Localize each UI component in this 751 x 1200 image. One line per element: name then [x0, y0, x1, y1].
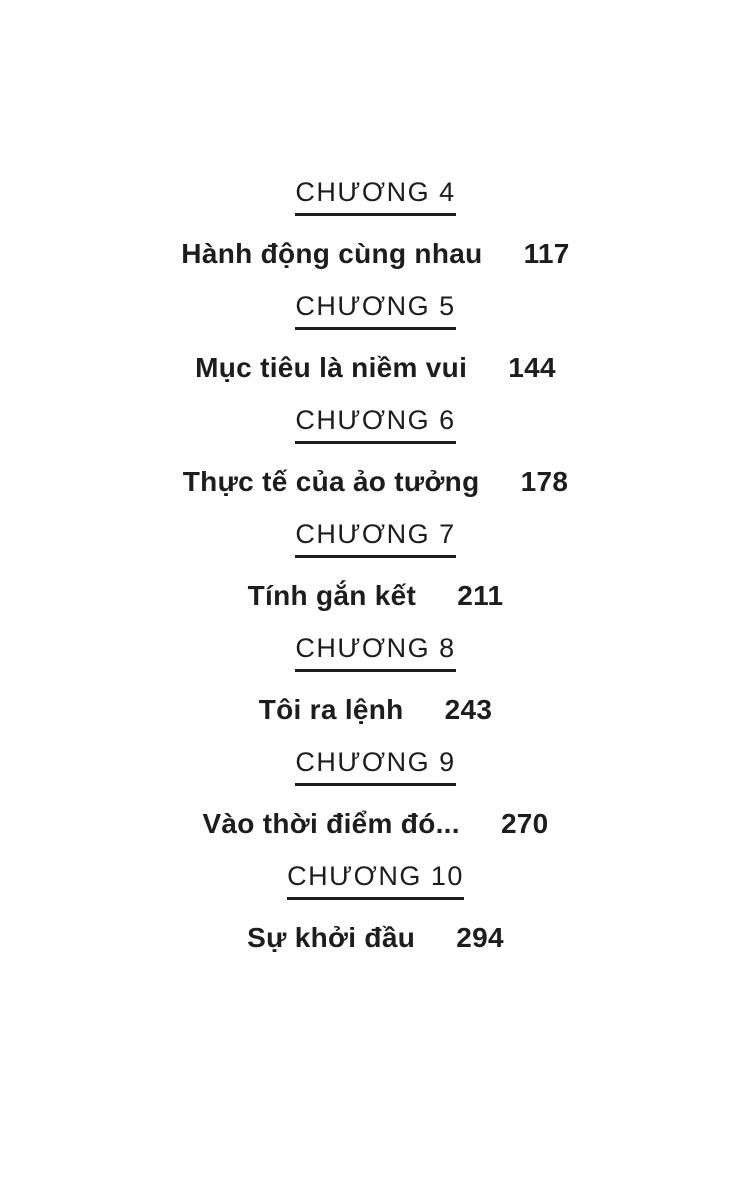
chapter-page-number: 144 [508, 352, 556, 383]
chapter-heading: CHƯƠNG 10 [287, 861, 464, 900]
toc-entry [195, 291, 556, 385]
chapter-title: Vào thời điểm đó... [202, 808, 460, 839]
chapter-page-number: 243 [444, 694, 493, 725]
toc-entry [181, 177, 569, 271]
chapter-page-number: 294 [456, 922, 504, 953]
chapter-line [202, 807, 548, 841]
chapter-page-number: 117 [523, 238, 570, 269]
toc-entry [248, 519, 504, 613]
chapter-heading: CHƯƠNG 5 [295, 291, 455, 330]
chapter-heading: CHƯƠNG 7 [295, 519, 455, 558]
chapter-line [181, 237, 569, 271]
chapter-line [195, 351, 556, 385]
chapter-heading: CHƯƠNG 9 [295, 747, 455, 786]
chapter-page-number: 211 [457, 580, 504, 611]
toc-entry [247, 861, 504, 955]
chapter-heading: CHƯƠNG 4 [295, 177, 455, 216]
chapter-title: Tôi ra lệnh [258, 694, 404, 725]
toc-entry [183, 405, 568, 499]
chapter-title: Thực tế của ảo tưởng [182, 466, 480, 497]
toc-entry [259, 633, 493, 727]
chapter-heading: CHƯƠNG 8 [295, 633, 455, 672]
chapter-line [247, 921, 504, 955]
chapter-page-number: 178 [520, 466, 569, 497]
chapter-title: Tính gắn kết [247, 580, 417, 611]
chapter-title: Hành động cùng nhau [181, 238, 483, 269]
chapter-heading: CHƯƠNG 6 [295, 405, 455, 444]
chapter-line [248, 579, 504, 613]
chapter-title: Mục tiêu là niềm vui [195, 352, 468, 383]
chapter-line [183, 465, 568, 499]
chapter-line [259, 693, 493, 727]
toc-entry [202, 747, 548, 841]
chapter-page-number: 270 [500, 808, 549, 839]
chapter-title: Sự khởi đầu [247, 922, 416, 953]
